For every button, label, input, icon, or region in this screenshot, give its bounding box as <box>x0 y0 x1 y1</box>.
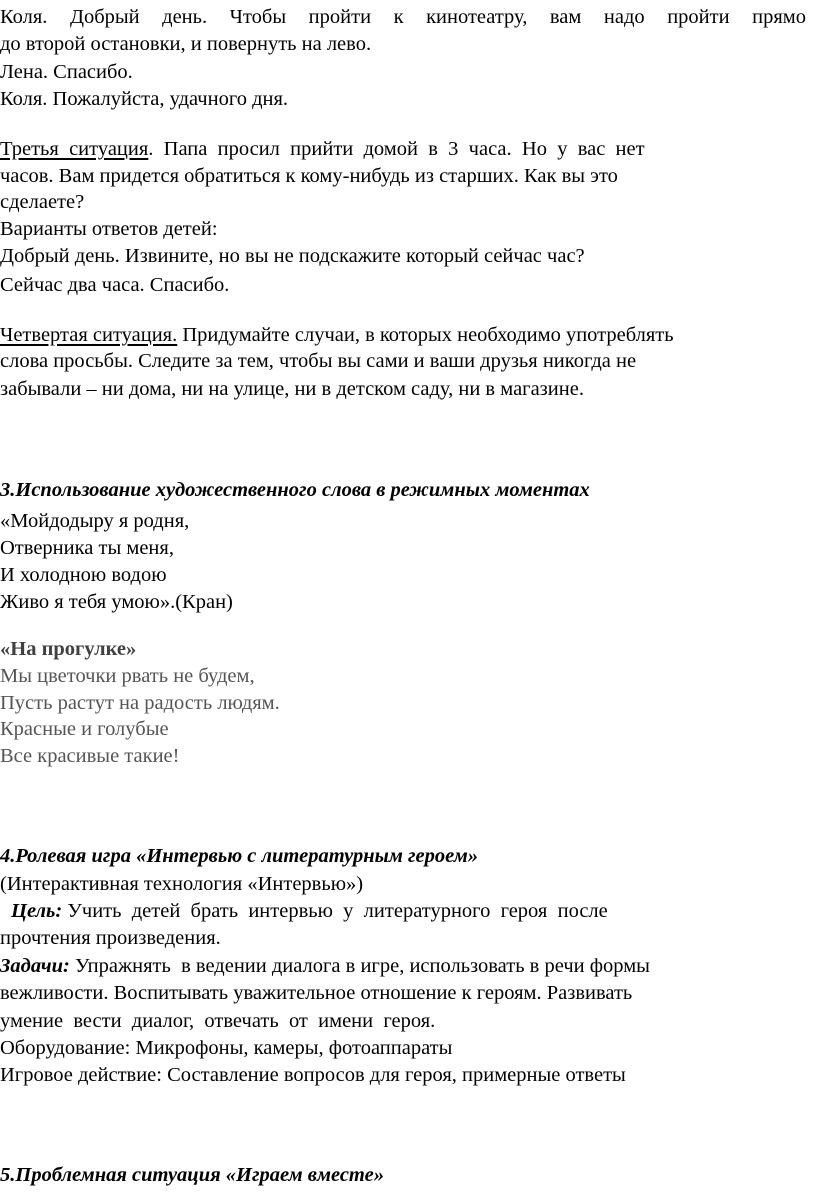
poem-line: «Мойдодыру я родня, <box>0 510 190 532</box>
paragraph-text: Придумайте случаи, в которых необходимо употреблять <box>177 324 674 346</box>
situation-four-first-line <box>0 322 674 348</box>
game-action-line: Игровое действие: Составление вопросов для героя, примерные ответы <box>0 1064 626 1086</box>
dialogue-line: Коля. Добрый день. Чтобы пройти к кинотеатру, вам надо пройти прямо <box>0 6 806 28</box>
paragraph-line: Сейчас два часа. Спасибо. <box>0 274 230 296</box>
goal-text: Учить детей брать интервью у литературного героя после <box>62 900 608 922</box>
poem-line: Отверника ты меня, <box>0 537 174 559</box>
paragraph-line: (Интерактивная технология «Интервью») <box>0 873 364 895</box>
dialogue-line: Лена. Спасибо. <box>0 61 133 83</box>
paragraph-line: Варианты ответов детей: <box>0 218 218 240</box>
section-heading: 5.Проблемная ситуация «Играем вместе» <box>0 1164 384 1186</box>
dialogue-line: до второй остановки, и повернуть на лево. <box>0 33 372 55</box>
poem-line: Красные и голубые <box>0 718 169 740</box>
tasks-label: Задачи: <box>0 955 70 977</box>
poem-line: И холодною водою <box>0 564 167 586</box>
paragraph-line: прочтения произведения. <box>0 927 221 949</box>
tasks-text: Упражнять в ведении диалога в игре, использовать в речи формы <box>69 955 650 977</box>
poem-title: «На прогулке» <box>0 638 137 660</box>
poem-line: Пусть растут на радость людям. <box>0 692 280 714</box>
paragraph-line: часов. Вам придется обратиться к кому-нибудь из старших. Как вы это <box>0 165 618 187</box>
paragraph-line: вежливости. Воспитывать уважительное отношение к героям. Развивать <box>0 982 633 1004</box>
dialogue-line: Коля. Пожалуйста, удачного дня. <box>0 88 289 110</box>
paragraph-line: Добрый день. Извините, но вы не подскажите который сейчас час? <box>0 245 585 267</box>
poem-line: Живо я тебя умою».(Кран) <box>0 591 233 613</box>
paragraph-line: умение вести диалог, отвечать от имени героя. <box>0 1010 436 1032</box>
section-heading: 3.Использование художественного слова в режимных моментах <box>0 479 590 501</box>
tasks-line <box>0 953 650 979</box>
poem-line: Все красивые такие! <box>0 745 180 767</box>
paragraph-text: . Папа просил прийти домой в 3 часа. Но у вас нет <box>148 138 645 160</box>
poem-line: Мы цветочки рвать не будем, <box>0 665 255 687</box>
section-heading: 4.Ролевая игра «Интервью с литературным героем» <box>0 845 479 867</box>
goal-label: Цель: <box>11 900 63 922</box>
paragraph-line: сделаете? <box>0 191 85 213</box>
paragraph-line: забывали – ни дома, ни на улице, ни в детском саду, ни в магазине. <box>0 378 584 400</box>
equipment-line: Оборудование: Микрофоны, камеры, фотоаппараты <box>0 1037 453 1059</box>
goal-line <box>11 898 714 924</box>
situation-three-title: Третья ситуация <box>0 138 149 160</box>
situation-four-title: Четвертая ситуация. <box>0 324 178 346</box>
paragraph-line: слова просьбы. Следите за тем, чтобы вы сами и ваши друзья никогда не <box>0 350 637 372</box>
situation-three-first-line <box>0 136 748 162</box>
